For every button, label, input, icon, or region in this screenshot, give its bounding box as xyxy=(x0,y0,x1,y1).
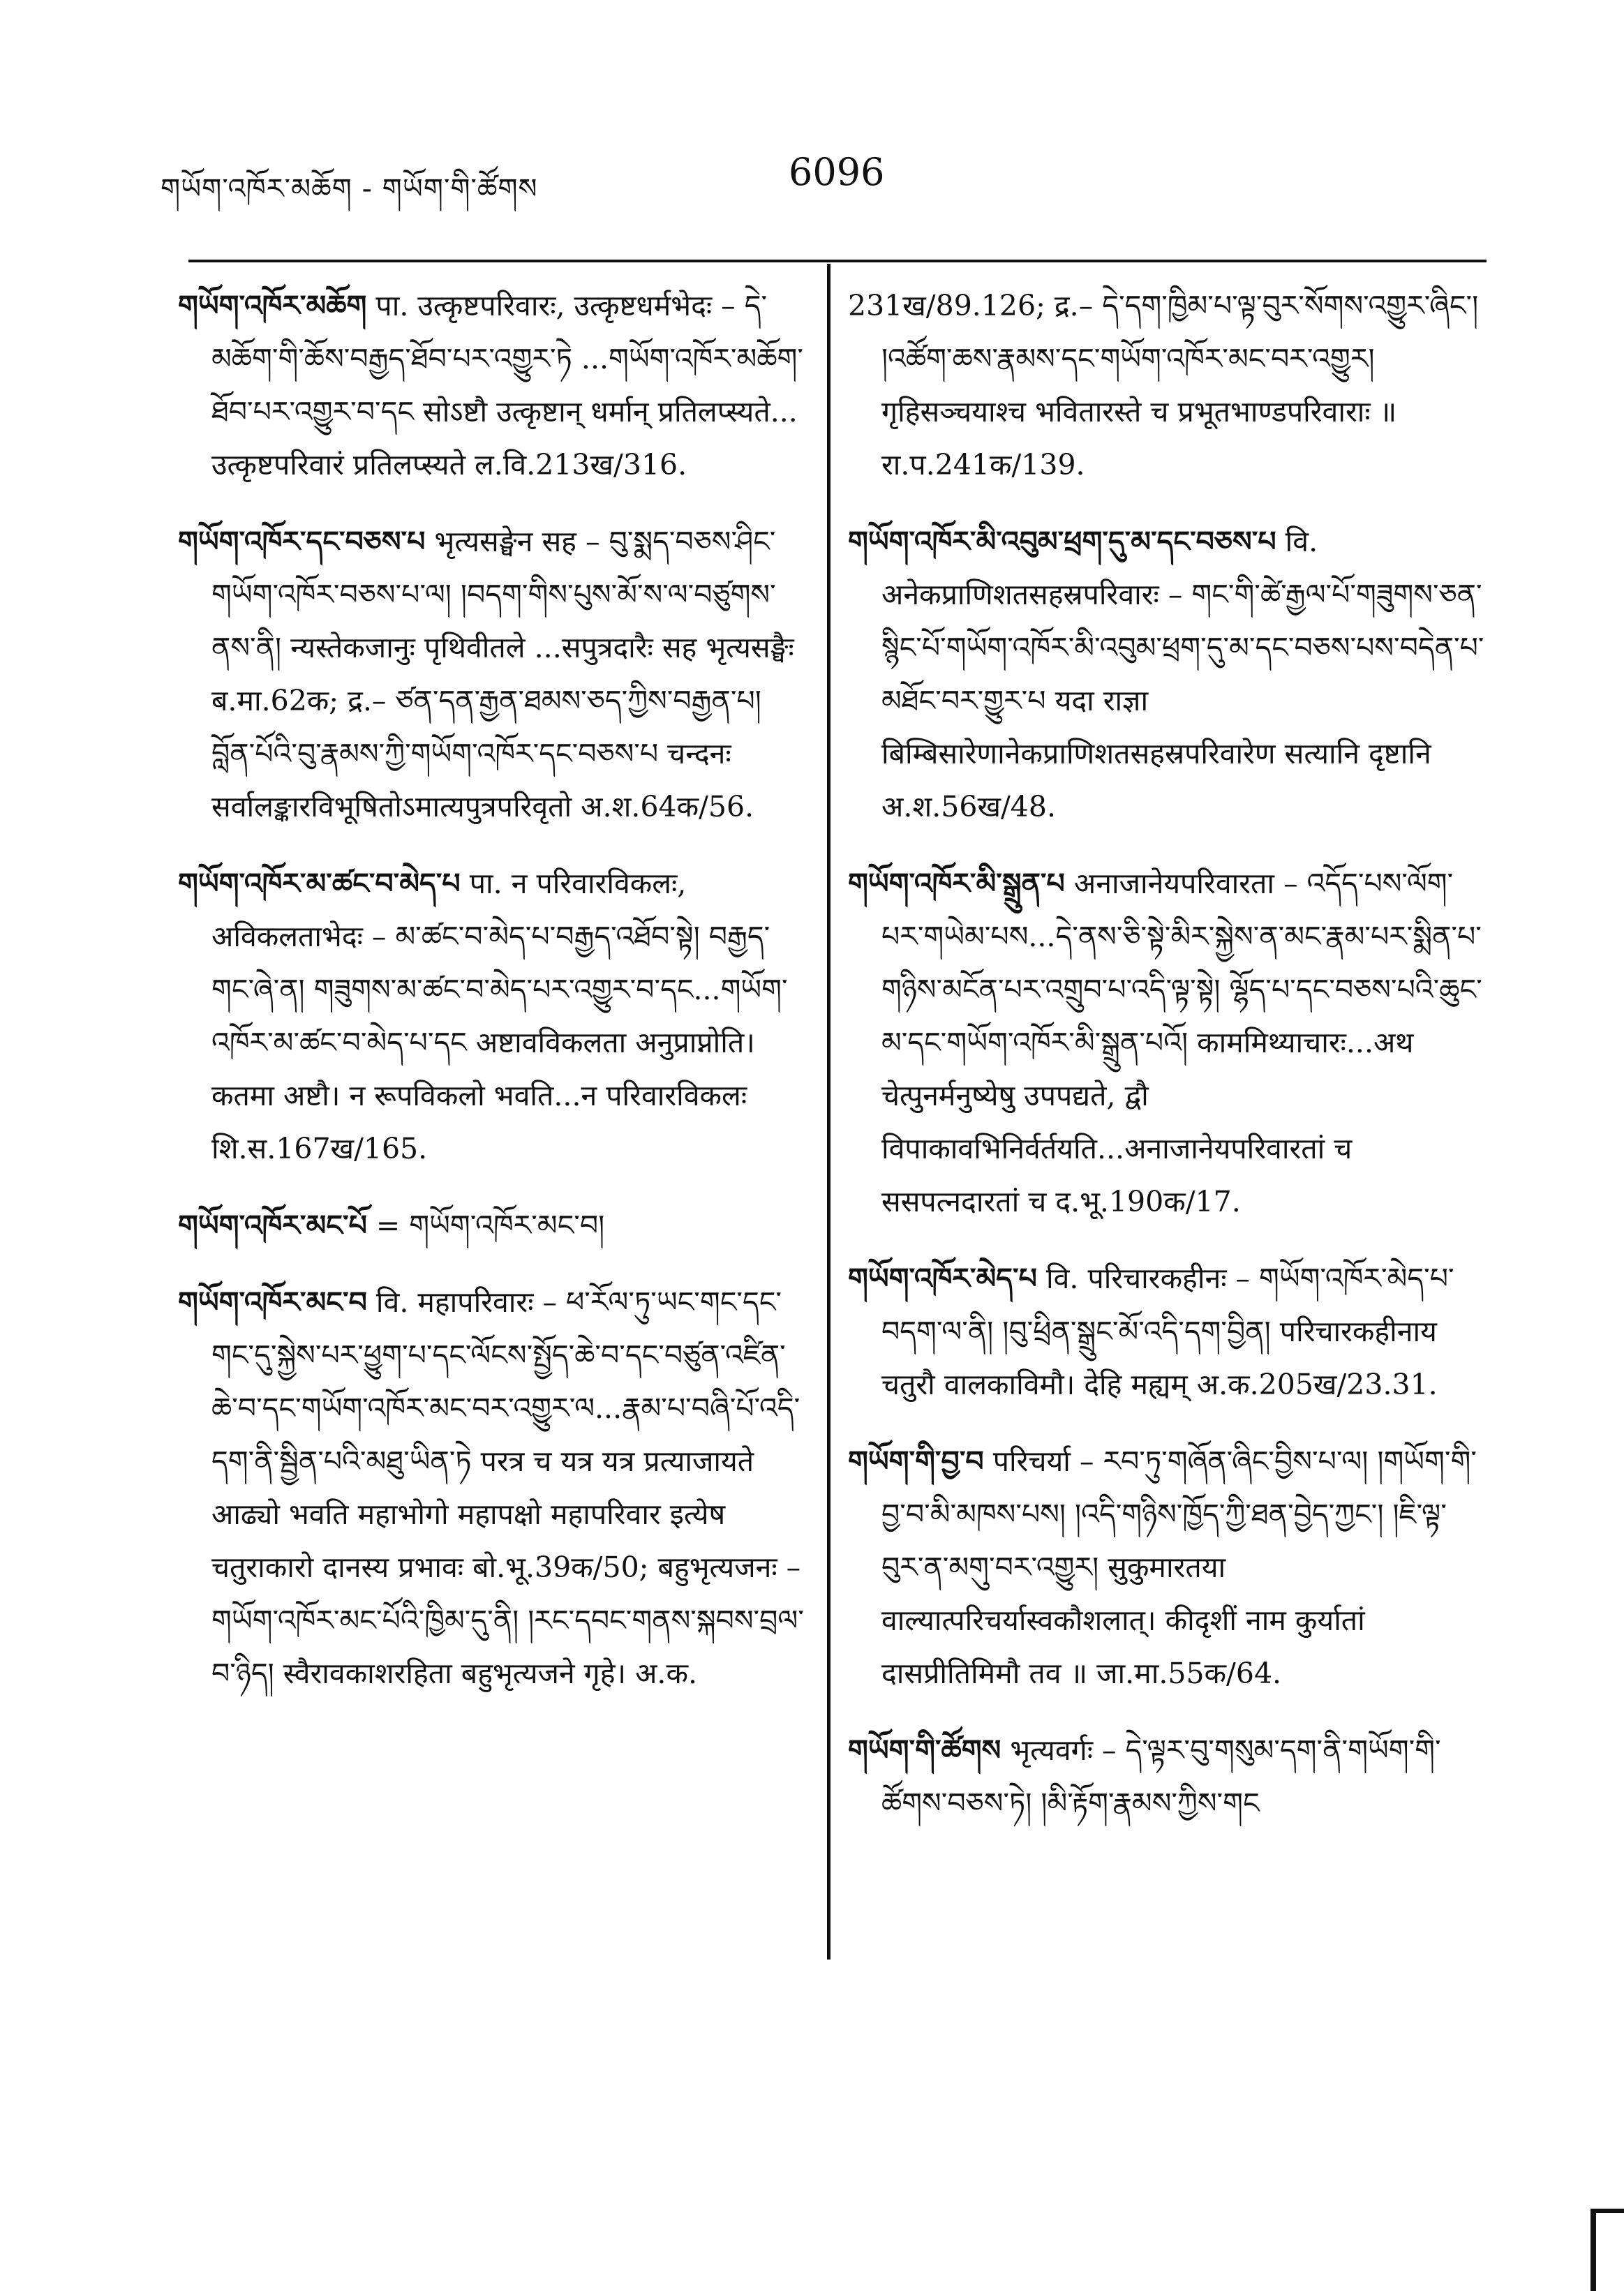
entry-text: पा. उत्कृष्टपरिवारः, उत्कृष्टधर्मभेदः – དེ་མཆོག་གི་ཆོས་བརྒྱད་ཐོབ་པར་འགྱུར་ཏེ ...གཡོག་འཁོར་མཆོག་ཐོབ་པར་འགྱུར་བ་དང सोऽष्टौ उत्कृष्टान् धर्मान् प्रतिलप्स्यते... उत्कृष्टपरिवारं प्रतिलप्स्यते ल.वि.213ख/316. xyxy=(211,289,803,482)
right-column xyxy=(848,279,1487,1853)
entry-headword: གཡོག་འཁོར་མང་པོ xyxy=(178,1209,367,1242)
dictionary-entry xyxy=(178,1276,806,1700)
entry-text: 231ख/89.126; द्र.– དེ་དག་ཁྱིམ་པ་ལྟ་བུར་སོགས་འགྱུར་ཞིང་། །འཚོག་ཆས་རྣམས་དང་གཡོག་འཁོར་མང་བར་འགྱུར། गृहिसञ्चयाश्च भवितारस्ते च प्रभूतभाण्डपरिवाराः ॥ रा.प.241क/139. xyxy=(848,289,1479,482)
dictionary-entry xyxy=(848,1724,1487,1830)
entry-headword: གཡོག་འཁོར་མ་ཚང་བ་མེད་པ xyxy=(178,867,461,900)
dictionary-entry xyxy=(848,857,1487,1228)
header-rule xyxy=(188,260,1487,262)
dictionary-entry xyxy=(178,1199,806,1252)
entry-text: भृत्यवर्गः – དེ་ལྟར་བུ་གསུམ་དག་ནི་གཡོག་གི་ཚོགས་བཅས་ཏེ། །མི་རྟོག་རྣམས་ཀྱིས་གང xyxy=(881,1733,1441,1820)
page-edge-mark xyxy=(1591,2209,1624,2291)
dictionary-entry xyxy=(178,857,806,1175)
dictionary-entry xyxy=(178,515,806,833)
dictionary-entry xyxy=(848,515,1487,833)
running-head: གཡོག་འཁོར་མཆོག - གཡོག་གི་ཚོགས xyxy=(161,173,538,205)
entry-text: वि. महापरिवारः – ཕ་རོལ་ཏུ་ཡང་གང་དང་གང་དུ་སྐྱེས་པར་ཕྱུག་པ་དང་ལོངས་སྤྱོད་ཆེ་བ་དང་བཙུན་འཛིན་ཆེ་བ་དང་གཡོག་འཁོར་མང་བར་འགྱུར་ལ...རྣམ་པ་བཞི་པོ་འདི་དག་ནི་སྦྱིན་པའི་མཐུ་ཡིན་ཏེ परत्र च यत्र यत्र प्रत्याजायते आढ्यो भवति महाभोगो महापक्षो महापरिवार इत्येष चतुराकारो दानस्य प्रभावः बो.भू.39क/50; बहुभृत्यजनः – གཡོག་འཁོར་མང་པོའི་ཁྱིམ་དུ་ནི། །རང་དབང་གནས་སྐབས་བྲལ་བ་ཉིད། स्वैरावकाशरहिता बहुभृत्यजने गृहे। अ.क. xyxy=(211,1285,804,1690)
entry-headword: གཡོག་འཁོར་མི་འབུམ་ཕྲག་དུ་མ་དང་བཅས་པ xyxy=(848,525,1276,558)
column-divider xyxy=(827,264,830,1960)
entry-headword: གཡོག་གི་ཚོགས xyxy=(848,1733,1001,1767)
entry-text: = གཡོག་འཁོར་མང་བ། xyxy=(375,1209,605,1242)
dictionary-entry xyxy=(178,279,806,491)
entry-headword: གཡོག་འཁོར་མང་བ xyxy=(178,1285,367,1319)
entry-headword: གཡོག་འཁོར་མི་སྒྲུན་པ xyxy=(848,867,1065,900)
entry-text: भृत्यसङ्घेन सह – བུ་སྨད་བཅས་ཤིང་གཡོག་འཁོར་བཅས་པ་ལ། །བདག་གིས་པུས་མོ་ས་ལ་བཙུགས་ནས་ནི། न्यस्तेकजानुः पृथिवीतले ...सपुत्रदारैः सह भृत्यसङ्घैः ब.मा.62क; द्र.– ཙན་དན་རྒྱན་ཐམས་ཅད་ཀྱིས་བརྒྱན་པ། བློན་པོའི་བུ་རྣམས་ཀྱི་གཡོག་འཁོར་དང་བཅས་པ चन्दनः सर्वालङ्कारविभूषितोऽमात्यपुत्रपरिवृतो अ.श.64क/56. xyxy=(211,525,794,823)
entry-text: वि. परिचारकहीनः – གཡོག་འཁོར་མེད་པ་བདག་ལ་ནི། །བུ་ཕྲིན་སྒྲུང་མོ་འདི་དག་བྱིན། परिचारकहीनाय चतुरौ वालकाविमौ। देहि मह्यम् अ.क.205ख/23.31. xyxy=(881,1262,1454,1401)
dictionary-entry xyxy=(848,1435,1487,1700)
page-number: 6096 xyxy=(789,150,885,194)
entry-text: परिचर्या – རབ་ཏུ་གཞོན་ཞིང་བྱིས་པ་ལ། །གཡོག་གི་བྱ་བ་མི་མཁས་པས། །འདི་གཉིས་ཁྱོད་ཀྱི་ཐན་བྱེད་ཀྱང་། །ཇི་ལྟ་བུར་ན་མགུ་བར་འགྱུར། सुकुमारतया वाल्यात्परिचर्यास्वकौशलात्। कीदृशीं नाम कुर्यातां दासप्रीतिमिमौ तव ॥ जा.मा.55क/64. xyxy=(881,1445,1477,1690)
entry-text: अनाजानेयपरिवारता – འདོད་པས་ལོག་པར་གཡེམ་པས...དེ་ནས་ཅི་སྟེ་མིར་སྐྱེས་ན་མང་རྣམ་པར་སྨིན་པ་གཉིས་མངོན་པར་འགྲུབ་པ་འདི་ལྟ་སྟེ། ལྷོད་པ་དང་བཅས་པའི་ཆུང་མ་དང་གཡོག་འཁོར་མི་སྒྲུན་པའོ། काममिथ्याचारः...अथ चेत्पुनर्मनुष्येषु उपपद्यते, द्वौ विपाकावभिनिर्वर्तयति...अनाजानेयपरिवारतां च ससपत्नदारतां च द.भू.190क/17. xyxy=(881,867,1482,1218)
entry-headword: གཡོག་འཁོར་དང་བཅས་པ xyxy=(178,525,426,558)
entry-text: वि. अनेकप्राणिशतसहस्रपरिवारः – གང་གི་ཚེ་རྒྱལ་པོ་གཟུགས་ཅན་སྙིང་པོ་གཡོག་འཁོར་མི་འབུམ་ཕྲག་དུ་མ་དང་བཅས་པས་བདེན་པ་མཐོང་བར་གྱུར་པ यदा राज्ञा बिम्बिसारेणानेकप्राणिशतसहस्रपरिवारेण सत्यानि दृष्टानि अ.श.56ख/48. xyxy=(881,525,1484,823)
entry-headword: གཡོག་འཁོར་མཆོག xyxy=(178,289,367,322)
entry-headword: གཡོག་གི་བྱ་བ xyxy=(848,1445,984,1478)
page-header xyxy=(161,150,1500,206)
left-column xyxy=(178,279,806,1724)
dictionary-entry xyxy=(848,1252,1487,1411)
entry-text: पा. न परिवारविकलः, अविकलताभेदः – མ་ཚང་བ་མེད་པ་བརྒྱད་འཐོབ་སྟེ། བརྒྱད་གང་ཞེ་ན། གཟུགས་མ་ཚང་བ་མེད་པར་འགྱུར་བ་དང...གཡོག་འཁོར་མ་ཚང་བ་མེད་པ་དང अष्टावविकलता अनुप्राप्नोति। कतमा अष्टौ। न रूपविकलो भवति...न परिवारविकलः शि.स.167ख/165. xyxy=(211,867,788,1165)
entry-headword: གཡོག་འཁོར་མེད་པ xyxy=(848,1262,1037,1295)
dictionary-entry-continued xyxy=(848,279,1487,491)
